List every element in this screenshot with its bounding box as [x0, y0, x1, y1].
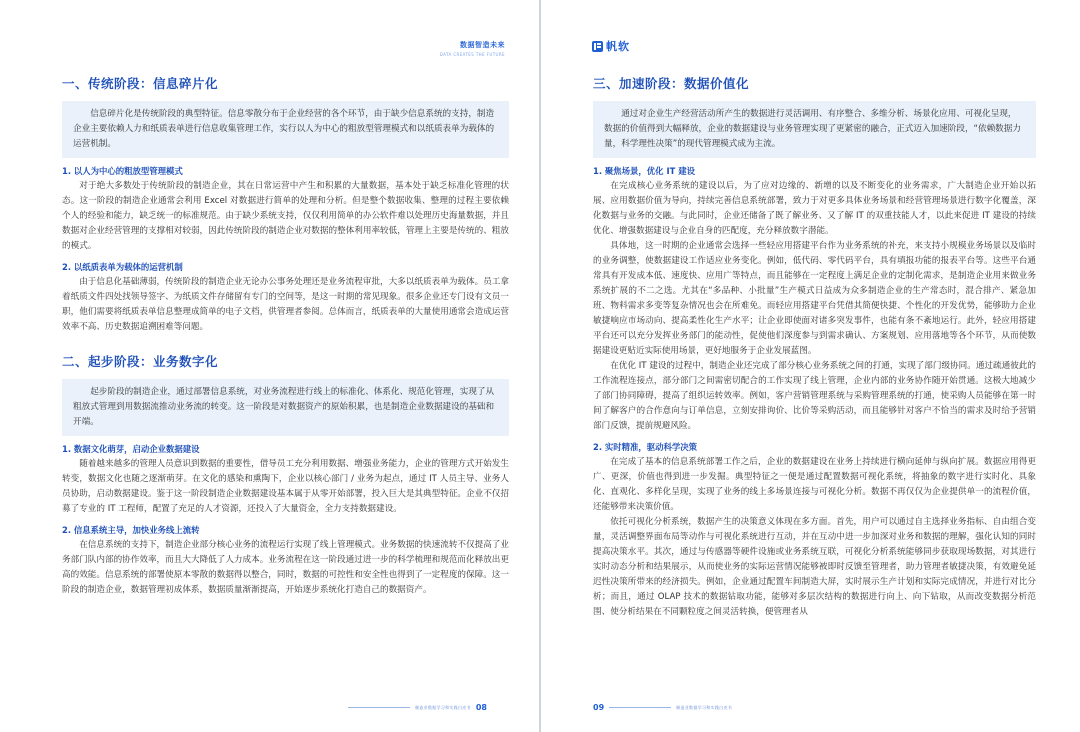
page-number: 09: [593, 703, 605, 712]
footer-title: 制造业数据学习和实践白皮书: [414, 704, 471, 710]
body-paragraph: 对于绝大多数处于传统阶段的制造企业，其在日常运营中产生和积累的大量数据，基本处于缺乏标准化管理的状态。这一阶段的制造企业通常会利用 Excel 对数据进行简单的处理和分析。但是整个数据收集、整理的过程主要依赖个人的经验和能力，缺乏统一的标准规范。由于缺少系统支持，仅仅利用简单的办公软件难以处理历史海量数据，并且数据对企业经营管理的支撑相对较弱，因此传统阶段的制造企业对数据的整体利用率较低，管理上主要是传统的、粗放的模式。: [62, 181, 509, 251]
body-paragraph: 在完成了基本的信息系统部署工作之后，企业的数据建设在业务上持续进行横向延伸与纵向扩展。数据应用得更广、更深，价值也得到进一步发掘。典型特征之一便是通过配置数据可视化系统，将抽象的数字进行实时化、具象化、直观化、多样化呈现，实现了业务的线上多场景连接与可视化分析。数据不再仅仅为企业提供单一的流程价值，还能够带来决策价值。: [593, 457, 1036, 512]
footer-title: 制造业数据学习和实践白皮书: [676, 704, 733, 710]
body-paragraph: 依托可视化分析系统，数据产生的决策意义体现在多方面。首先，用户可以通过自主选择业务指标、自由组合变量，灵活调整界面布局等动作与可视化系统进行互动，并在互动中进一步加深对业务和数据的理解，强化认知的同时提高决策水平。其次，通过与传感器等硬件设施或业务系统互联，可视化分析系统能够同步获取现场数据，对其进行实时动态分析和结果展示，从而使业务的实际运营情况能够被即时反馈至管理者，助力管理者敏捷决策，有效避免延迟性决策所带来的经济损失。例如，企业通过配置车间制造大屏，实时展示生产计划和实际完成情况，并进行对比分析；而且，通过 OLAP 技术的数据钻取功能，能够对多层次结构的数据进行向上、向下钻取，从而改变数据分析范围、使分析结果在不同颗粒度之间灵活转换，便管理者从: [593, 517, 1036, 617]
brand-slogan-cn: 数据智造未来: [460, 41, 505, 49]
footer-rule: [609, 707, 671, 708]
header-brand-tag: [440, 40, 505, 57]
page-footer: [348, 703, 487, 712]
page-number: 08: [475, 703, 487, 712]
page-footer: [593, 703, 732, 712]
body-paragraph: 在完成核心业务系统的建设以后，为了应对边缘的、新增的以及不断变化的业务需求，广大制造企业开始以拓展、应用数据价值为导向，持续完善信息系统部署，致力于对更多具体业务场景和经营管理场景进行数字化覆盖，深化数据与业务的交融。与此同时，企业还储备了既了解业务、又了解 IT 的双重技能人才，以此来促进 IT 建设的持续优化、增强数据建设与企业自身的匹配度，充分释放数字潜能。: [593, 181, 1036, 236]
subsection-title: 2. 信息系统主导，加快业务线上流转: [62, 525, 200, 535]
logo-text: 帆软: [606, 40, 630, 53]
section-title: 三、加速阶段：数据价值化: [593, 76, 750, 91]
section-spacer: [62, 335, 509, 352]
body-paragraph: 具体地，这一时期的企业通常会选择一些轻应用搭建平台作为业务系统的补充，来支持小规模业务场景以及临时的业务调整，使数据建设工作适应业务变化。例如，低代码、零代码平台，具有填报功能的报表平台等。这些平台通常具有开发成本低、速度快、应用广等特点，而且能够在一定程度上满足企业的定制化需求，是制造企业用来做业务系统扩展的不二之选。尤其在“多品种、小批量”生产模式日益成为众多制造企业的生产常态时，混合排产、紧急加班、物料需求多变等复杂情况也会在所难免。而轻应用搭建平台凭借其简便快捷、个性化的开发优势，能够助力企业敏捷响应市场动向、提高柔性化生产水平；让企业即使面对诸多突发事件，也能有条不紊地运行。此外，轻应用搭建平台还可以充分发挥业务部门的能动性，促使他们深度参与到需求确认、方案规划、应用落地等各个环节，从而使数据建设更贴近实际使用场景，更好地服务于企业发展蓝图。: [593, 241, 1036, 356]
body-paragraph: 随着越来越多的管理人员意识到数据的重要性，借导员工充分利用数据、增强业务能力，企业的管理方式开始发生转变，数据文化也随之逐渐萌芽。在文化的感染和熏陶下，企业以核心部门 / 业务为起点，通过 IT 人员主导、业务人员协助，启动数据建设。鉴于这一阶段制造企业数据建设基本属于从零开始部署，投入巨大是其典型特征。企业不仅招募了专业的 IT 工程师，配置了充足的人才资源，还投入了大量资金，全力支持数据建设。: [62, 459, 509, 514]
brand-slogan-en: DATA CREATES THE FUTURE: [439, 52, 505, 57]
section-intro-box: 信息碎片化是传统阶段的典型特征。信息零散分布于企业经营的各个环节，由于缺少信息系统的支持，制造企业主要依赖人力和纸质表单进行信息收集管理工作，实行以人为中心的粗放型管理模式和以纸质表单为载体的运营机制。: [62, 101, 509, 158]
footer-rule: [348, 707, 410, 708]
brand-logo: [592, 38, 630, 54]
subsection-title: 1. 数据文化萌芽，启动企业数据建设: [62, 444, 200, 454]
right-content: [593, 74, 1036, 620]
section-intro-box: 通过对企业生产经营活动所产生的数据进行灵活调用、有序整合、多维分析、场景化应用、可视化呈现，数据的价值得到大幅释放，企业的数据建设与业务管理实现了更紧密的融合，正式迈入加速阶段，“依赖数据力量，科学理性决策”的现代管理模式成为主流。: [593, 101, 1036, 158]
body-paragraph: 由于信息化基础薄弱，传统阶段的制造企业无论办公事务处理还是业务流程审批，大多以纸质表单为载体。员工拿着纸质文件四处找领导签字、为纸质文件存储留有专门的空间等，是这一时期的常见现象。很多企业还专门设有文员一职，他们需要将纸质表单信息整理成简单的电子文档，供管理者参阅。总体而言，纸质表单的大量使用通常会造成运营效率不高、历史数据追溯困难等问题。: [62, 277, 509, 332]
logo-mark-icon: [592, 41, 603, 52]
page-left: [0, 0, 539, 732]
body-paragraph: 在优化 IT 建设的过程中，制造企业还完成了部分核心业务系统之间的打通，实现了部门级协同。通过疏通彼此的工作流程连接点，部分部门之间需密切配合的工作实现了线上管理，企业内部的业务协作随开始贯通。这极大地减少了部门协同障碍，提高了组织运转效率。例如，客户营销管理系统与采购管理系统的打通，使采购人员能够在第一时间了解客户的合作意向与订单信息，立刻安排询价、比价等采购活动，而且能够针对客户不恰当的需求及时给予营销部门反馈，提前规避风险。: [593, 361, 1036, 431]
subsection-title: 1. 以人为中心的粗放型管理模式: [62, 166, 183, 176]
section-intro-box: 起步阶段的制造企业，通过部署信息系统，对业务流程进行线上的标准化、体系化、规范化管理，实现了从粗放式管理到用数据流推动业务流的转变。这一阶段是对数据资产的原始积累，也是制造企业数据建设的基础和开端。: [62, 379, 509, 436]
section-title: 一、传统阶段：信息碎片化: [62, 76, 219, 91]
subsection-title: 1. 聚焦场景，优化 IT 建设: [593, 166, 695, 176]
body-paragraph: 在信息系统的支持下，制造企业部分核心业务的流程运行实现了线上管理模式。业务数据的快速流转不仅提高了业务部门队内部的协作效率，而且大大降低了人力成本。业务流程在这一阶段通过进一步的科学梳理和规范而化释放出更高的效能。信息系统的部署使原本零散的数据得以整合，同时，数据的可控性和安全性也得到了一定程度的保障。这一阶段的制造企业，数据管理初成体系，数据质量渐渐提高，开始逐步系统化打造自己的数据资产。: [62, 540, 509, 595]
page-right: [541, 0, 1080, 732]
section-title: 二、起步阶段：业务数字化: [62, 354, 219, 369]
subsection-title: 2. 以纸质表单为载体的运营机制: [62, 262, 183, 272]
subsection-title: 2. 实时精准，驱动科学决策: [593, 442, 698, 452]
left-content: [62, 74, 509, 598]
